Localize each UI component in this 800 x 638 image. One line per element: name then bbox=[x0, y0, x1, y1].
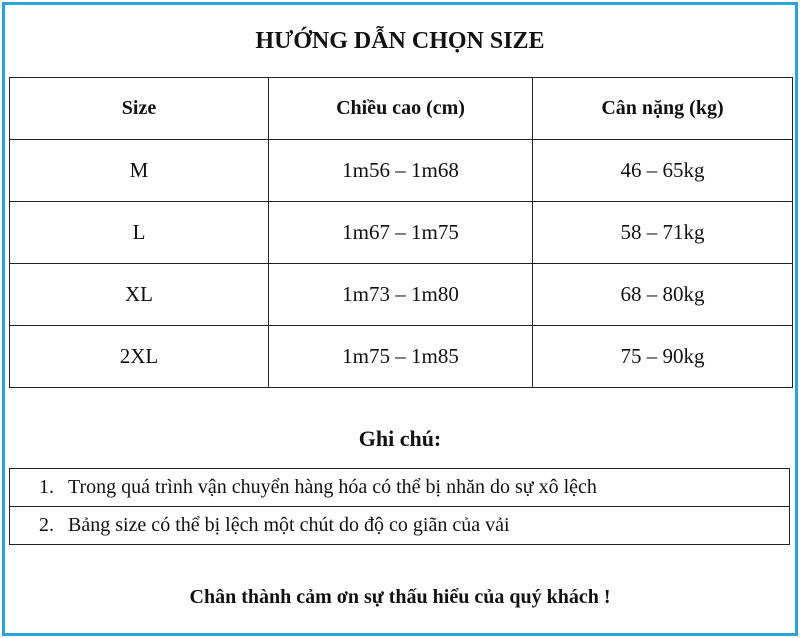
cell-size: 2XL bbox=[10, 326, 269, 388]
size-table bbox=[9, 77, 793, 388]
cell-weight: 58 – 71kg bbox=[533, 202, 793, 264]
note-text: Trong quá trình vận chuyển hàng hóa có thể bị nhăn do sự xô lệch bbox=[68, 476, 597, 498]
cell-height: 1m75 – 1m85 bbox=[269, 326, 533, 388]
notes-list bbox=[9, 468, 790, 545]
note-number: 2. bbox=[39, 514, 54, 536]
list-item bbox=[9, 469, 790, 507]
page-title: HƯỚNG DẪN CHỌN SIZE bbox=[255, 28, 545, 54]
thank-you-message: Chân thành cảm ơn sự thấu hiểu của quý khách ! bbox=[189, 586, 611, 608]
cell-size: L bbox=[10, 202, 269, 264]
cell-height: 1m67 – 1m75 bbox=[269, 202, 533, 264]
cell-height: 1m73 – 1m80 bbox=[269, 264, 533, 326]
table-header-row bbox=[10, 78, 793, 140]
header-height: Chiều cao (cm) bbox=[269, 78, 533, 140]
cell-height: 1m56 – 1m68 bbox=[269, 140, 533, 202]
cell-weight: 68 – 80kg bbox=[533, 264, 793, 326]
notes-title: Ghi chú: bbox=[358, 426, 442, 451]
header-weight: Cân nặng (kg) bbox=[533, 78, 793, 140]
list-item bbox=[9, 507, 790, 545]
cell-weight: 75 – 90kg bbox=[533, 326, 793, 388]
header-size: Size bbox=[10, 78, 269, 140]
cell-weight: 46 – 65kg bbox=[533, 140, 793, 202]
note-number: 1. bbox=[39, 476, 54, 498]
cell-size: XL bbox=[10, 264, 269, 326]
note-text: Bảng size có thể bị lệch một chút do độ co giãn của vải bbox=[68, 514, 510, 536]
table-row bbox=[10, 264, 793, 326]
table-row bbox=[10, 140, 793, 202]
size-guide-card bbox=[2, 2, 798, 636]
cell-size: M bbox=[10, 140, 269, 202]
table-row bbox=[10, 326, 793, 388]
table-row bbox=[10, 202, 793, 264]
